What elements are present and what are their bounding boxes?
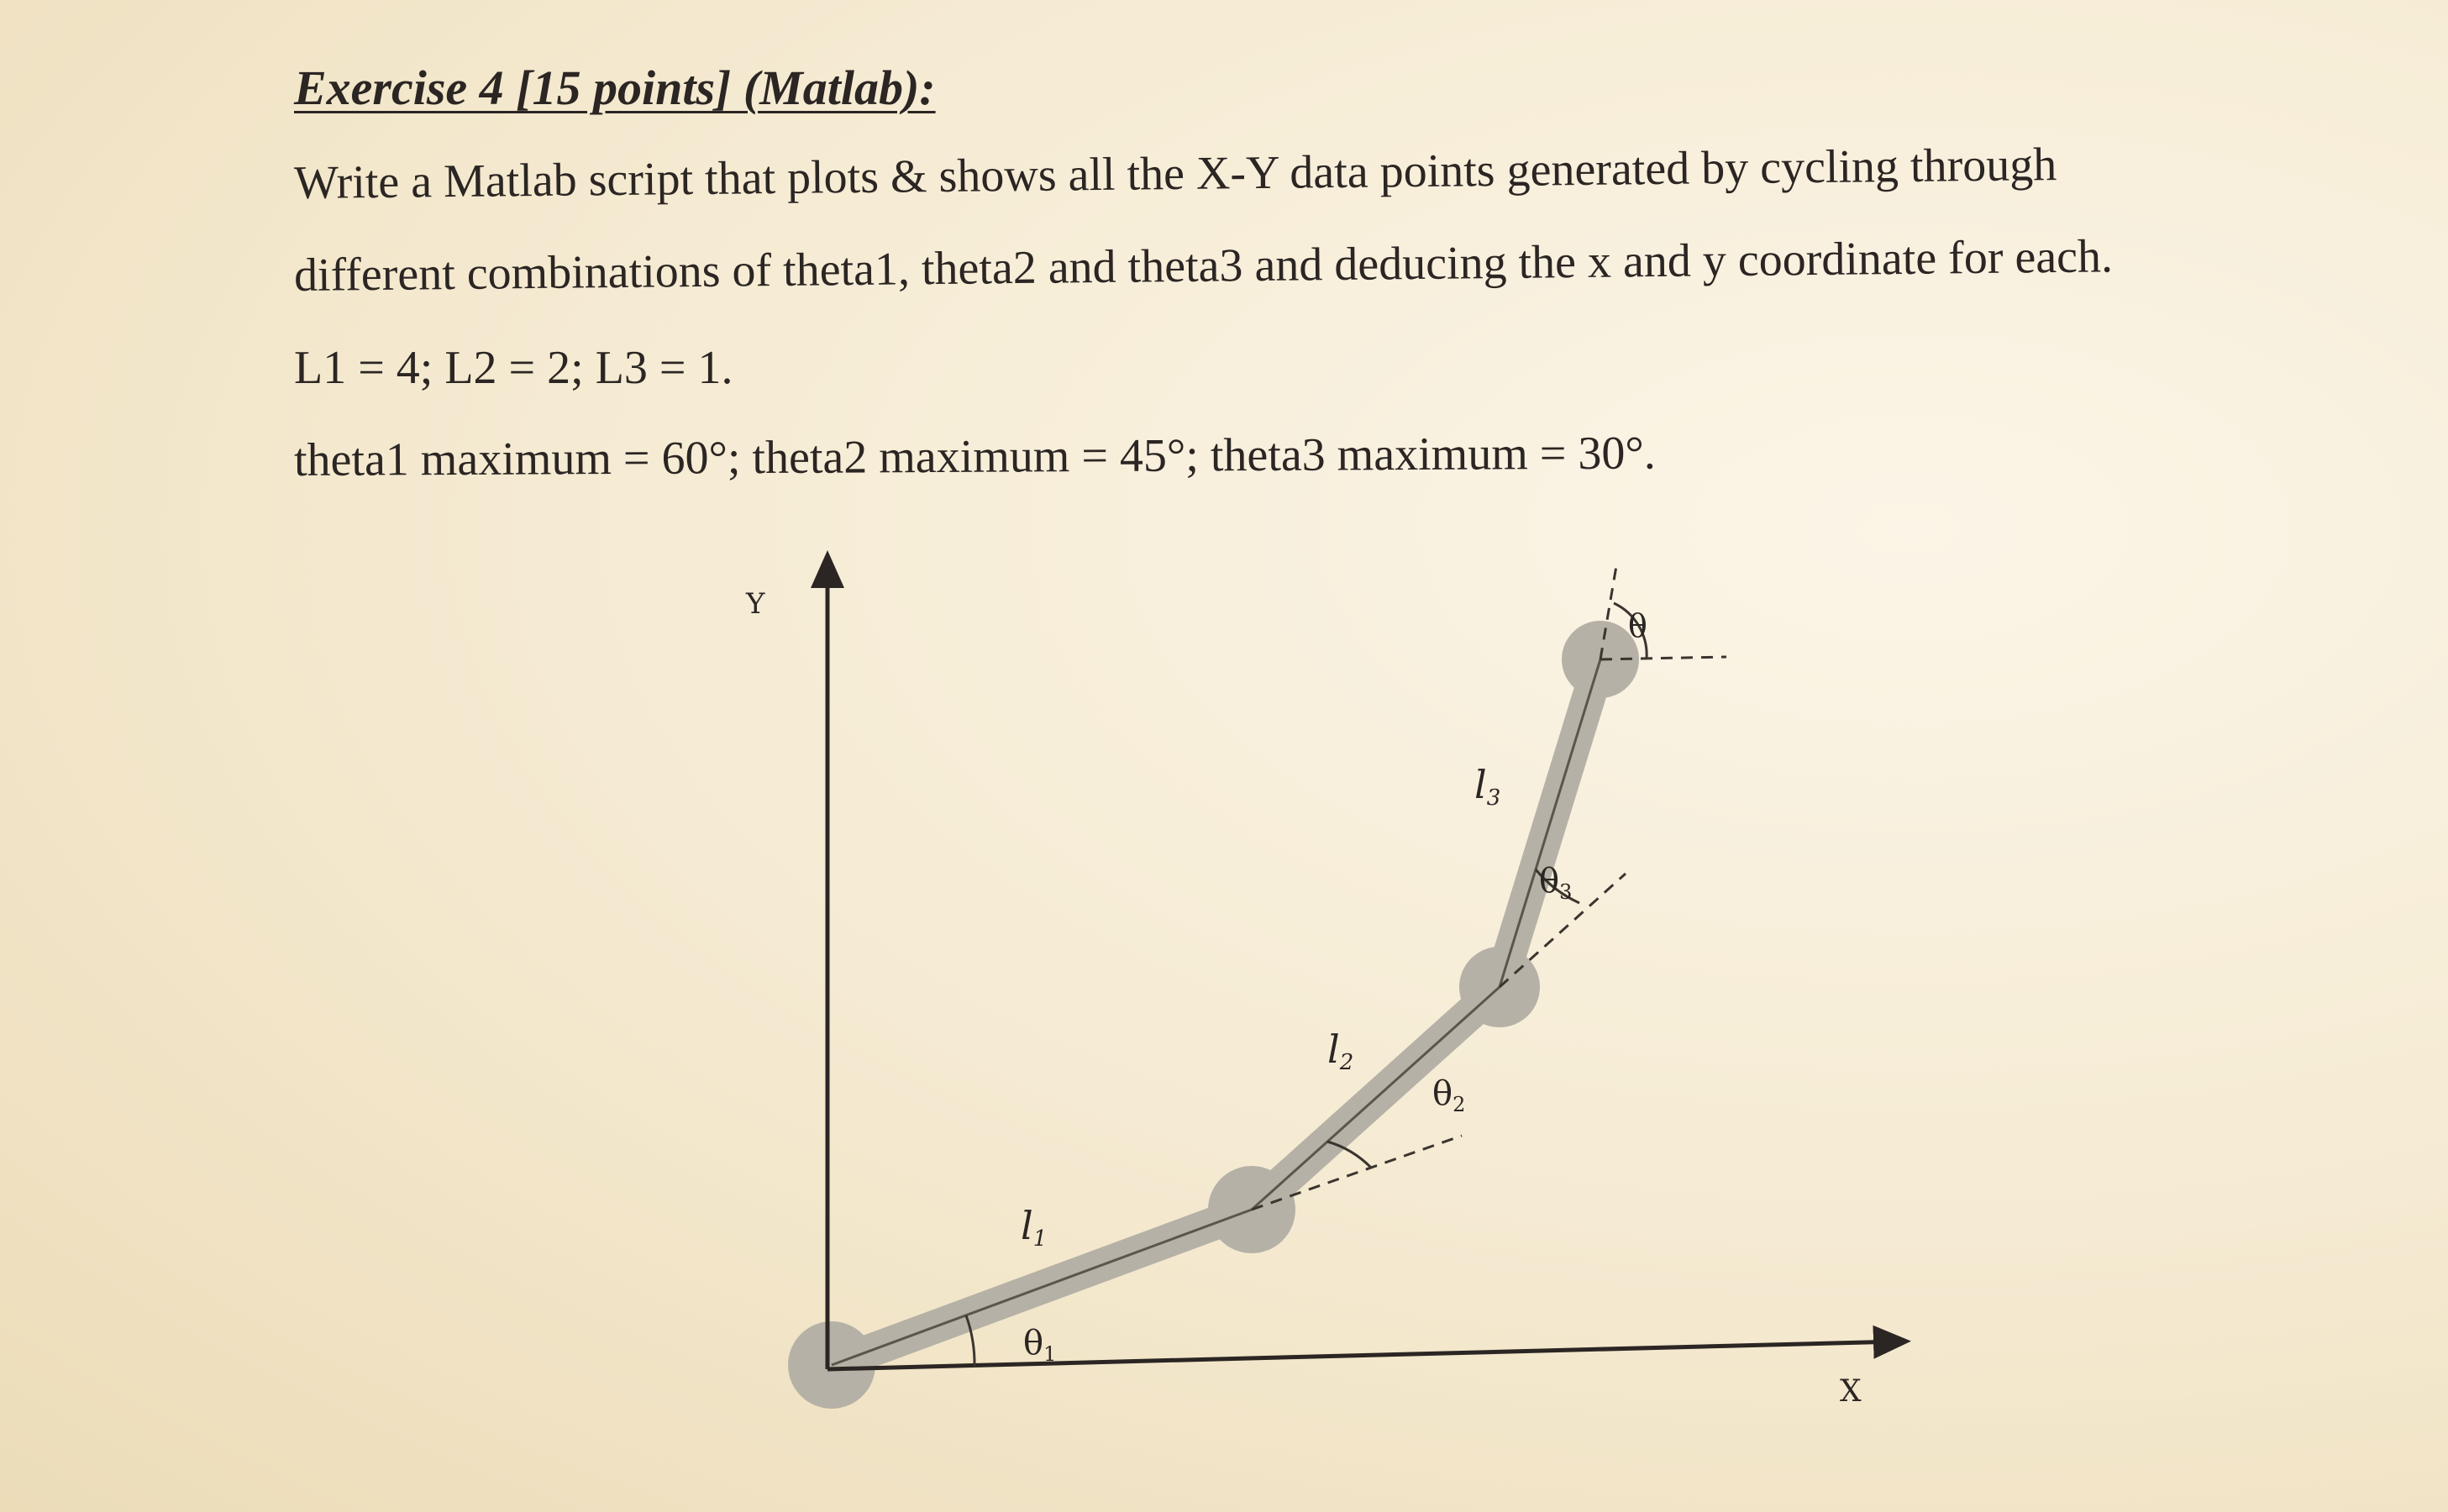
reference-lines xyxy=(1252,561,1726,1210)
theta-end-label: θ xyxy=(1628,607,1647,644)
link-lengths-line: L1 = 4; L2 = 2; L3 = 1. xyxy=(294,342,733,394)
diagram-labels xyxy=(745,587,1862,1409)
x-axis-label: X xyxy=(1840,1374,1862,1409)
arm-links xyxy=(788,621,1639,1409)
y-axis-label: Y xyxy=(746,587,765,621)
link-2-label: l2 xyxy=(1327,1026,1354,1075)
theta2-label: $\theta_2$ xyxy=(1432,1074,1466,1116)
angle-arcs xyxy=(966,603,1647,1367)
problem-line-2: different combinations of theta1, theta2 and theta3 and deducing the x and y coordinate for each. xyxy=(293,230,2114,302)
theta1-label: $\theta_1$ xyxy=(1023,1324,1057,1366)
theta-maximum-line: theta1 maximum = 60°; theta2 maximum = 45°; theta3 maximum = 30°. xyxy=(293,427,1656,486)
link-3-label: l3 xyxy=(1474,762,1501,811)
exercise-heading: Exercise 4 [15 points] (Matlab): xyxy=(294,60,936,115)
theta3-label: $\theta_3$ xyxy=(1539,862,1573,904)
link-1-label: l1 xyxy=(1021,1203,1048,1252)
x-axis xyxy=(827,1341,1899,1369)
problem-line-1: Write a Matlab script that plots & shows all the X-Y data points generated by cycling through xyxy=(293,139,2057,209)
axes xyxy=(827,563,1899,1369)
